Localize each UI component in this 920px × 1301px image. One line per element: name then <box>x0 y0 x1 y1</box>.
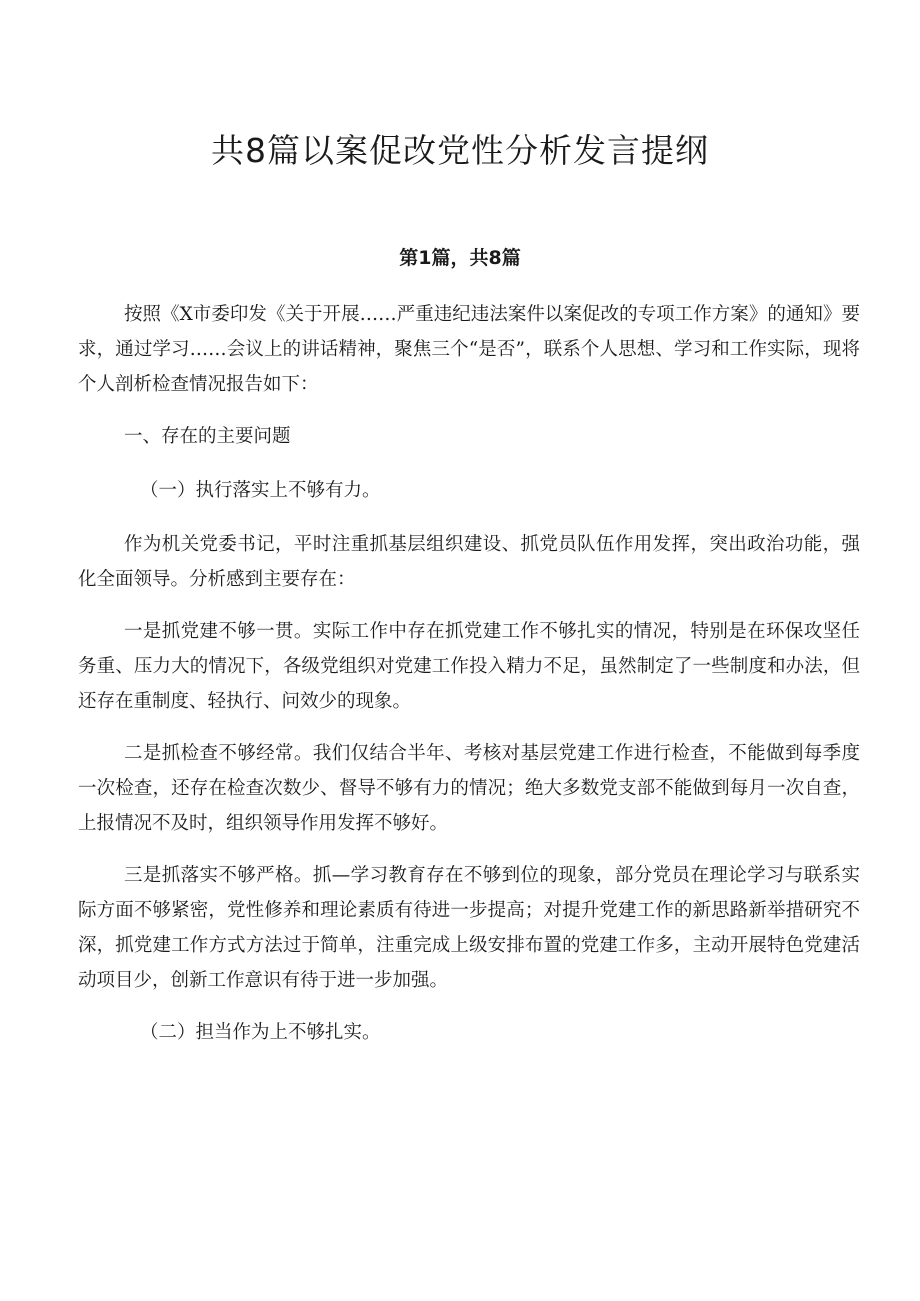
document-title: 共8篇以案促改党性分析发言提纲 <box>211 131 709 170</box>
heading-main-problems: 一、存在的主要问题 <box>124 426 291 447</box>
intro-paragraph: 按照《X市委印发《关于开展……严重违纪违法案件以案促改的专项工作方案》的通知》要求，通过学习……会议上的讲话精神，聚焦三个“是否”，联系个人思想、学习和工作实际，现将个人剖析检查情况报告如下： <box>78 304 860 395</box>
body-paragraph: 作为机关党委书记，平时注重抓基层组织建设、抓党员队伍作用发挥，突出政治功能，强化全面领导。分析感到主要存在： <box>78 534 860 590</box>
subheading-execution: （一）执行落实上不够有力。 <box>140 480 381 501</box>
subheading-responsibility: （二）担当作为上不够扎实。 <box>140 1022 381 1043</box>
body-paragraph: 一是抓党建不够一贯。实际工作中存在抓党建工作不够扎实的情况，特别是在环保攻坚任务重、压力大的情况下，各级党组织对党建工作投入精力不足，虽然制定了一些制度和办法，但还存在重制度、轻执行、问效少的现象。 <box>78 621 860 712</box>
body-paragraph: 三是抓落实不够严格。抓—学习教育存在不够到位的现象，部分党员在理论学习与联系实际方面不够紧密，党性修养和理论素质有待进一步提高；对提升党建工作的新思路新举措研究不深，抓党建工作方式方法过于简单，注重完成上级安排布置的党建工作多，主动开展特色党建活动项目少，创新工作意识有待于进一步加强。 <box>78 865 860 991</box>
part-heading: 第1篇，共8篇 <box>399 247 521 269</box>
document-body <box>78 297 860 1069</box>
body-paragraph: 二是抓检查不够经常。我们仅结合半年、考核对基层党建工作进行检查，不能做到每季度一次检查，还存在检查次数少、督导不够有力的情况；绝大多数党支部不能做到每月一次自查，上报情况不及时，组织领导作用发挥不够好。 <box>78 743 860 834</box>
